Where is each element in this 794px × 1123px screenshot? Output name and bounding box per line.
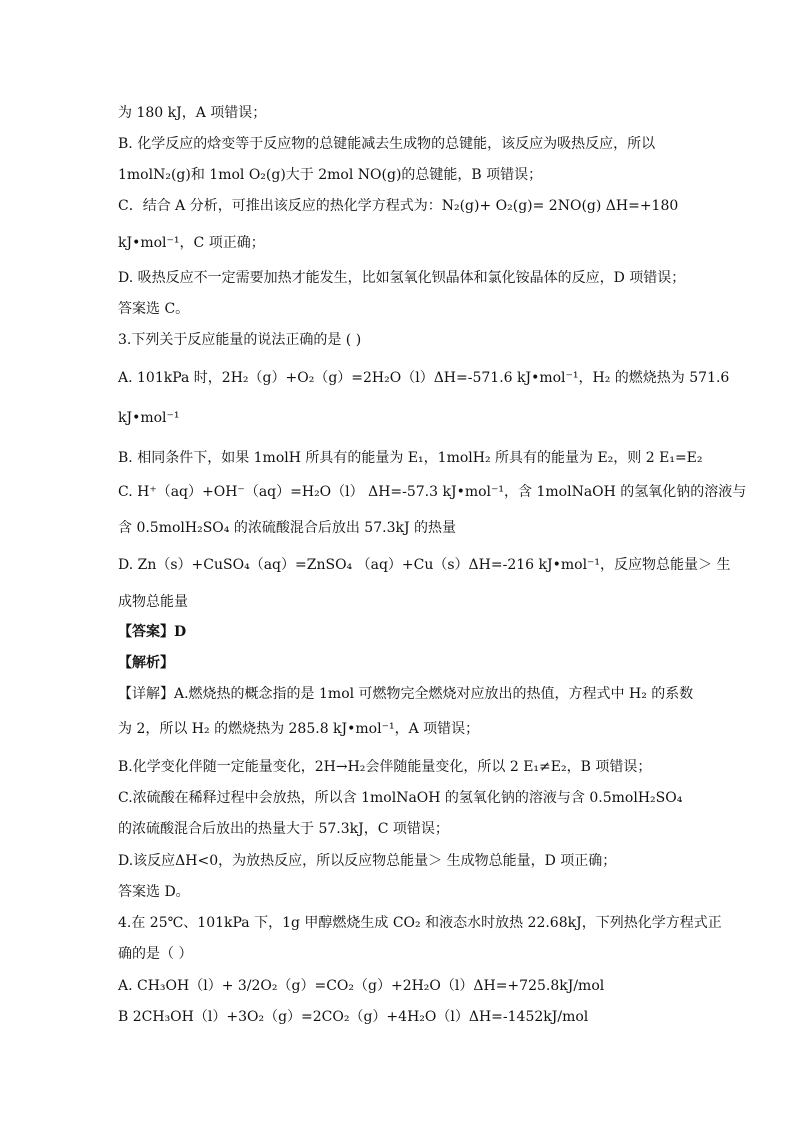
text-line: 答案选 C。 [118, 301, 190, 317]
text-line: D.该反应ΔH<0，为放热反应，所以反应物总能量＞ 生成物总能量，D 项正确； [118, 853, 617, 869]
text-line: 含 0.5molH₂SO₄ 的浓硫酸混合后放出 57.3kJ 的热量 [118, 520, 457, 536]
text-line: D. 吸热反应不一定需要加热才能发生，比如氢氧化钡晶体和氯化铵晶体的反应，D 项错误； [118, 270, 686, 286]
option-a: A. CH₃OH（l）+ 3/2O₂（g）=CO₂（g）+2H₂O（l）ΔH=+725.8kJ/mol [118, 978, 605, 994]
text-line: 为 2，所以 H₂ 的燃烧热为 285.8 kJ•mol⁻¹，A 项错误； [118, 721, 480, 737]
text-line: 1molN₂(g)和 1mol O₂(g)大于 2mol NO(g)的总键能，B 项错误； [118, 167, 543, 183]
text-line: kJ•mol⁻¹ [118, 410, 180, 426]
text-line: C.浓硫酸在稀释过程中会放热，所以含 1molNaOH 的氢氧化钠的溶液与含 0.5molH₂SO₄ [118, 790, 683, 806]
option-c: C. H⁺（aq）+OH⁻（aq）=H₂O（l） ΔH=-57.3 kJ•mol⁻¹，含 1molNaOH 的氢氧化钠的溶液与 [118, 484, 747, 500]
question-4-stem: 4.在 25℃、101kPa 下，1g 甲醇燃烧生成 CO₂ 和液态水时放热 22.68kJ，下列热化学方程式正 [118, 915, 722, 931]
option-b: B. 相同条件下，如果 1molH 所具有的能量为 E₁，1molH₂ 所具有的能量为 E₂，则 2 E₁=E₂ [118, 450, 703, 466]
text-line: 的浓硫酸混合后放出的热量大于 57.3kJ，C 项错误； [118, 821, 449, 837]
option-d: D. Zn（s）+CuSO₄（aq）=ZnSO₄ （aq）+Cu（s）ΔH=-216 kJ•mol⁻¹，反应物总能量＞ 生 [118, 557, 731, 573]
text-line: 为 180 kJ，A 项错误； [118, 105, 267, 121]
text-line: 成物总能量 [118, 594, 188, 610]
text-line: B. 化学反应的焓变等于反应物的总键能减去生成物的总键能，该反应为吸热反应，所以 [118, 136, 656, 152]
text-line: 答案选 D。 [118, 884, 190, 900]
text-line: kJ•mol⁻¹，C 项正确； [118, 235, 265, 251]
text-line: 确的是（ ） [118, 946, 193, 962]
text-line: 【详解】A.燃烧热的概念指的是 1mol 可燃物完全燃烧对应放出的热值，方程式中 H₂ 的系数 [118, 686, 694, 702]
question-3-stem: 3.下列关于反应能量的说法正确的是 ( ) [118, 332, 362, 348]
option-b: B 2CH₃OH（l）+3O₂（g）=2CO₂（g）+4H₂O（l）ΔH=-1452kJ/mol [118, 1009, 589, 1025]
text-line: C．结合 A 分析，可推出该反应的热化学方程式为：N₂(g)+ O₂(g)= 2NO(g) ΔH=+180 [118, 198, 679, 214]
answer-heading: 【答案】D [118, 624, 187, 640]
option-a: A. 101kPa 时，2H₂（g）+O₂（g）=2H₂O（l）ΔH=-571.6 kJ•mol⁻¹，H₂ 的燃烧热为 571.6 [118, 370, 730, 386]
analysis-heading: 【解析】 [118, 655, 174, 671]
text-line: B.化学变化伴随一定能量变化，2H→H₂会伴随能量变化，所以 2 E₁≠E₂，B 项错误； [118, 759, 652, 775]
